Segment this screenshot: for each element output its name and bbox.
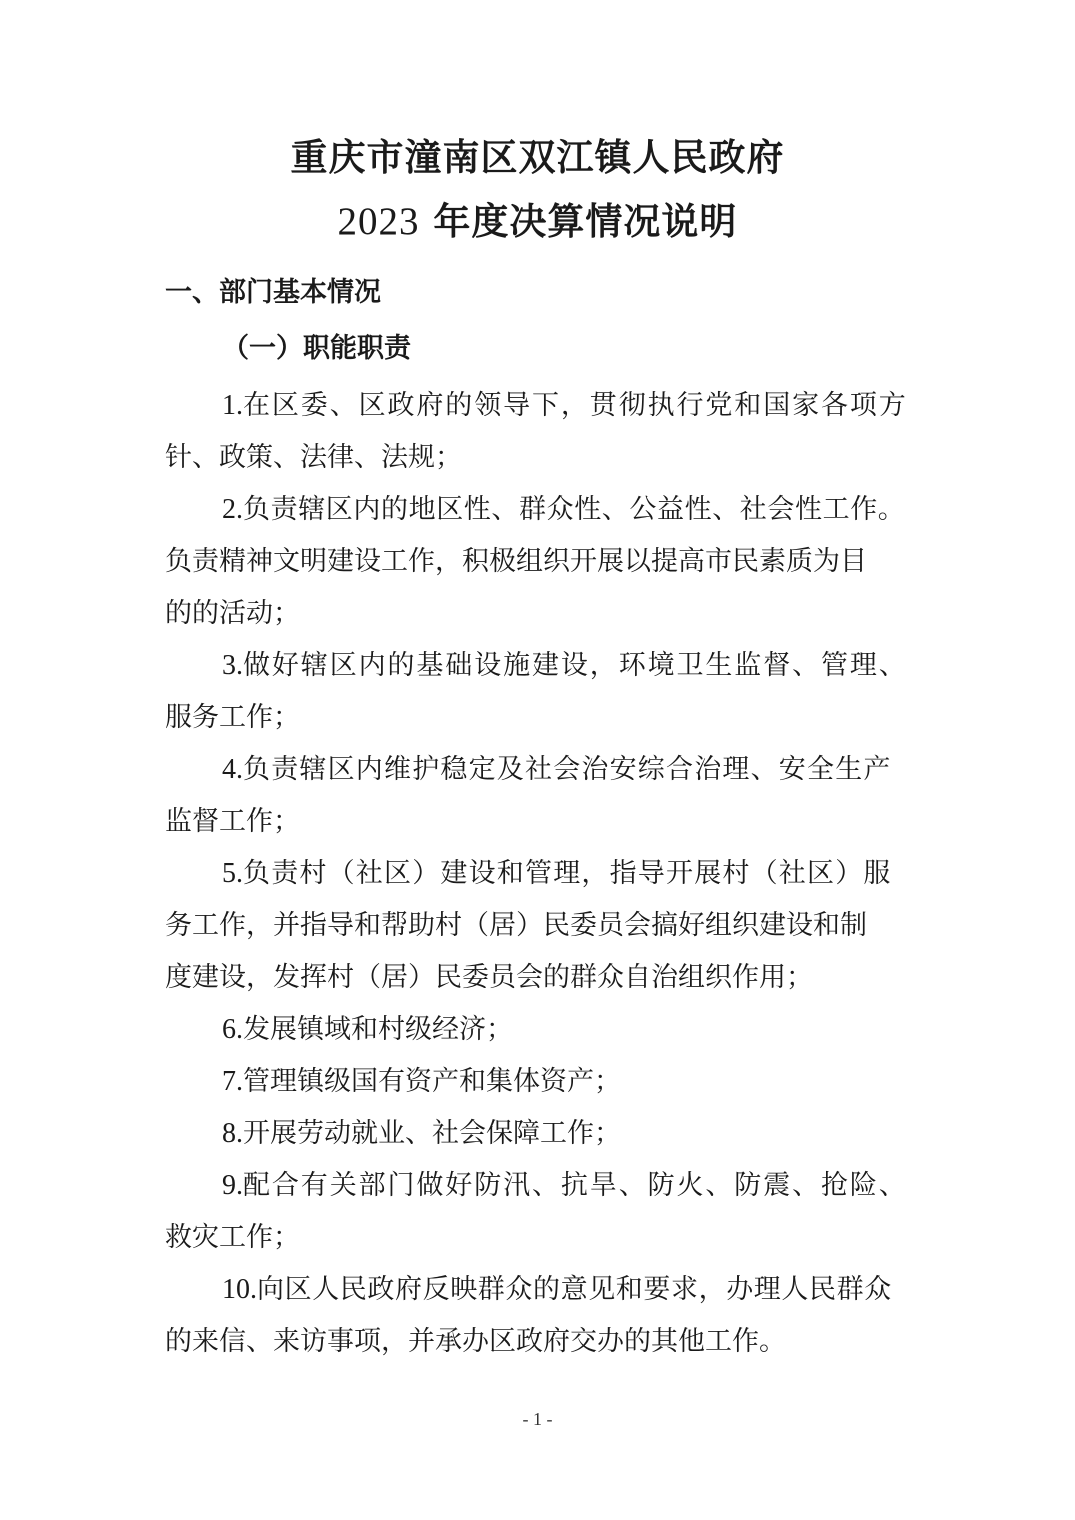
item-2-line-2: 负责精神文明建设工作，积极组织开展以提高市民素质为目: [165, 546, 867, 577]
item-text: 负责村（社区）建设和管理，指导开展村（社区）服: [243, 858, 892, 889]
item-text: 负责辖区内的地区性、群众性、公益性、社会性工作。: [243, 494, 906, 525]
item-text: 负责辖区内维护稳定及社会治安综合治理、安全生产: [243, 754, 892, 785]
item-10-line-1: [222, 1272, 892, 1308]
item-7-line-1: [222, 1064, 621, 1100]
item-text: 管理镇级国有资产和集体资产；: [243, 1066, 621, 1097]
item-number: 6.: [222, 1014, 243, 1045]
item-number: 9.: [222, 1170, 243, 1201]
item-number: 5.: [222, 858, 243, 889]
item-text: 配合有关部门做好防汛、抗旱、防火、防震、抢险、: [243, 1170, 908, 1201]
item-number: 10.: [222, 1274, 257, 1305]
item-number: 7.: [222, 1066, 243, 1097]
item-number: 3.: [222, 650, 243, 681]
item-4-line-2: 监督工作；: [165, 806, 300, 837]
section-heading: 一、部门基本情况: [165, 277, 381, 308]
item-number: 2.: [222, 494, 243, 525]
item-text: 做好辖区内的基础设施建设，环境卫生监督、管理、: [243, 650, 908, 681]
item-5-line-2: 务工作，并指导和帮助村（居）民委员会搞好组织建设和制: [165, 910, 867, 941]
item-9-line-2: 救灾工作；: [165, 1222, 300, 1253]
item-10-line-2: 的来信、来访事项，并承办区政府交办的其他工作。: [165, 1326, 786, 1357]
item-9-line-1: [222, 1168, 908, 1204]
title-rest: 年度决算情况说明: [419, 200, 738, 243]
item-number: 4.: [222, 754, 243, 785]
item-number: 1.: [222, 390, 243, 421]
item-number: 8.: [222, 1118, 243, 1149]
item-text: 发展镇域和村级经济；: [243, 1014, 513, 1045]
subsection-heading: （一）职能职责: [222, 333, 411, 364]
item-3-line-2: 服务工作；: [165, 702, 300, 733]
page-number: - 1 -: [522, 1409, 553, 1429]
document-title-line2: [0, 198, 1075, 246]
item-2-line-3: 的的活动；: [165, 598, 300, 629]
item-1-line-1: [222, 388, 908, 424]
item-2-line-1: [222, 492, 905, 528]
item-5-line-3: 度建设，发挥村（居）民委员会的群众自治组织作用；: [165, 962, 813, 993]
item-text: 在区委、区政府的领导下，贯彻执行党和国家各项方: [243, 390, 908, 421]
item-1-line-2: 针、政策、法律、法规；: [165, 442, 462, 473]
item-text: 向区人民政府反映群众的意见和要求，办理人民群众: [257, 1274, 892, 1305]
item-text: 开展劳动就业、社会保障工作；: [243, 1118, 621, 1149]
item-3-line-1: [222, 648, 908, 684]
item-4-line-1: [222, 752, 892, 788]
document-title-line1: 重庆市潼南区双江镇人民政府: [290, 136, 785, 179]
item-8-line-1: [222, 1116, 621, 1152]
item-6-line-1: [222, 1012, 513, 1048]
item-5-line-1: [222, 856, 892, 892]
title-year: 2023: [337, 200, 420, 243]
